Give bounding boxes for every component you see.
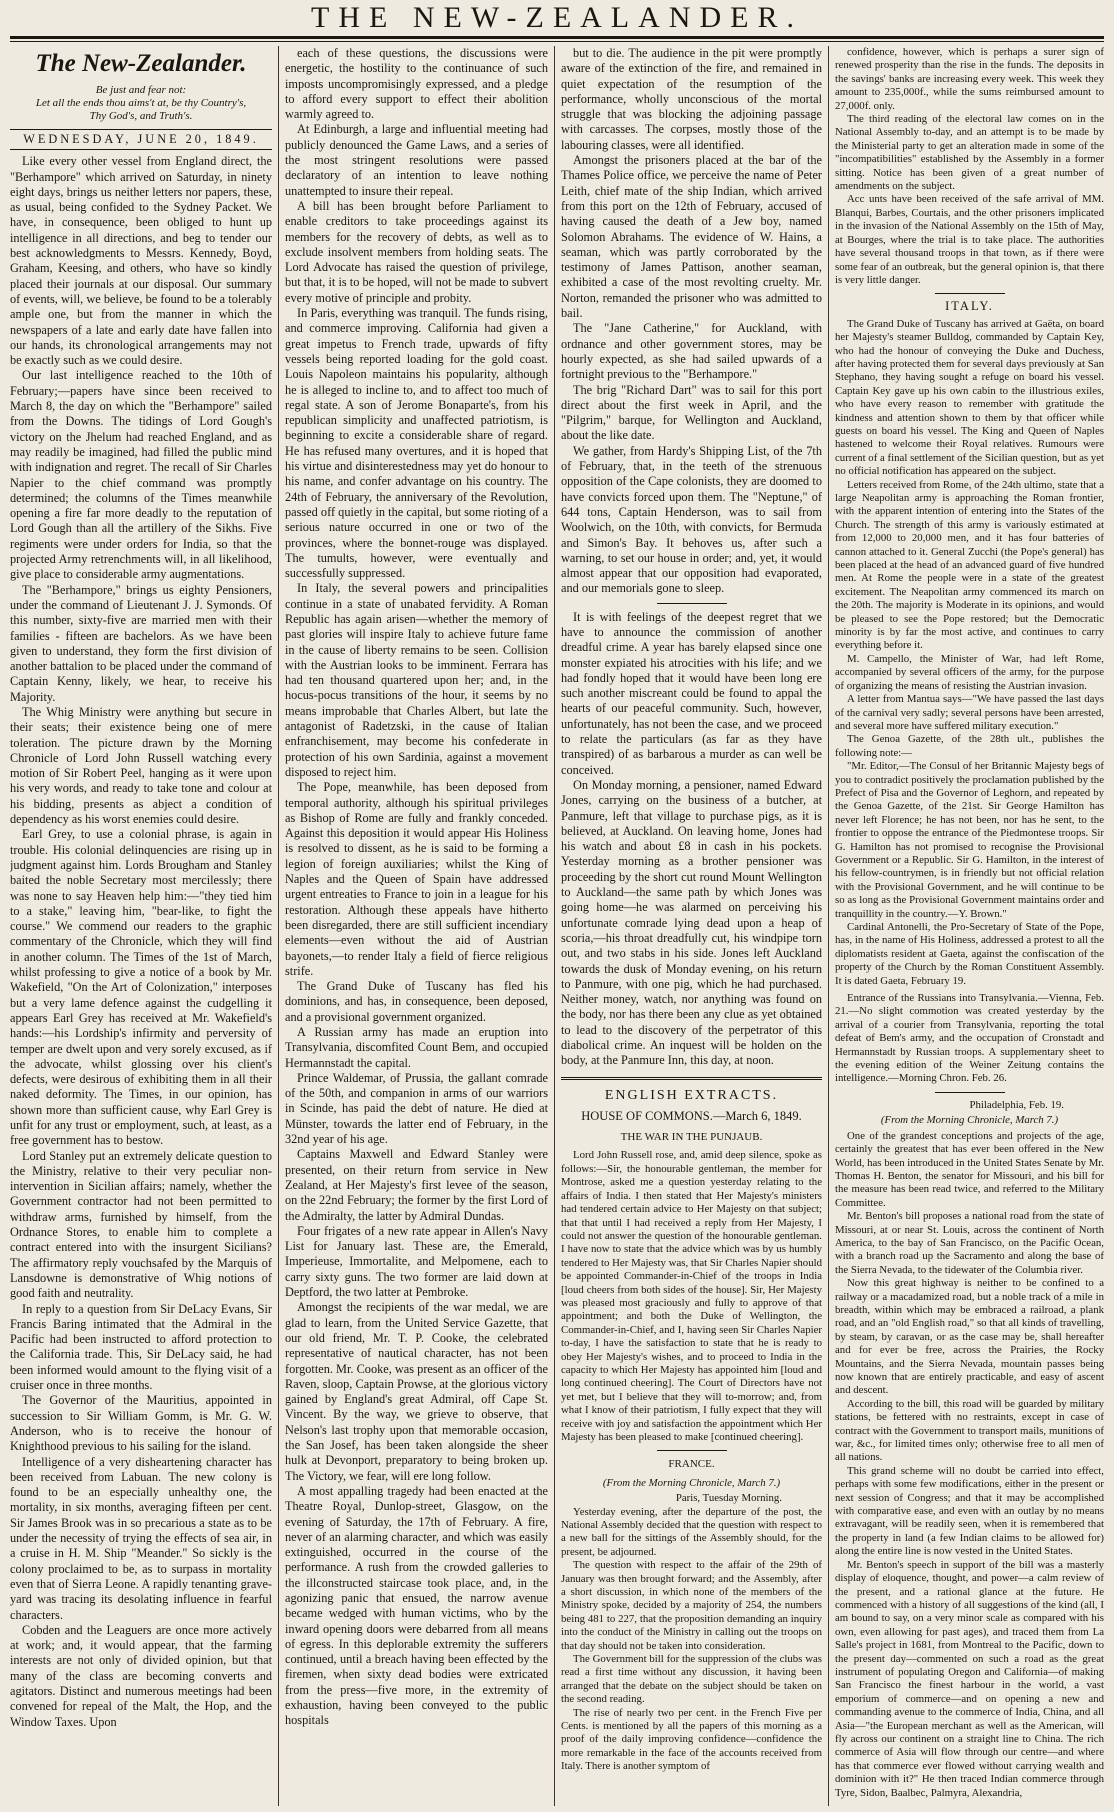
editorial-continued xyxy=(285,46,548,1729)
newspaper-columns xyxy=(10,46,1104,1806)
paragraph: The Governor of the Mauritius, appointed in succession to Sir William Gomm, is Mr. G. W. Anderson, who is to receive the honour of Knighthood previous to his sailing for the island. xyxy=(10,1393,272,1454)
paragraph: Our last intelligence reached to the 10th of February;—papers have since been received to March 8, the day on which the "Berhampore" sailed from the Downs. The tidings of Lord Gough's victory on the Jhelum had reached England, and as may readily be imagined, had filled the public mind with indignation and regret. The recall of Sir Charles Napier to the chief command was promptly determined; the columns of the Times meanwhile opening a fire far more deadly to the reputation of Lord Gough than all the artillery of the Sikhs. Five regiments were under orders for India, so that the projected Army retrenchments will, in all likelihood, give place to considerable army augmentations. xyxy=(10,368,272,582)
column-1 xyxy=(10,46,272,1806)
paragraph: According to the bill, this road will be guarded by military stations, be fettered with no restraints, except in case of contract with the Government to transport mails, munitions of war, &c., for limited times only; otherwise free to all men of all nations. xyxy=(835,1397,1104,1464)
editorial-body xyxy=(10,154,272,1730)
france-continued xyxy=(835,46,1104,287)
paragraph: A letter from Mantua says—"We have passed the last days of the carnival very sadly; several persons have been arrested, and several more have suffered military execution." xyxy=(835,693,1104,732)
paragraph: but to die. The audience in the pit were promptly aware of the extinction of the fire, and remained in quiet expectation of the resumption of the performance, wholly unconscious of the mortal struggle that was blocking the adjoining passage with carcasses. The corpses, mostly those of the labouring classes, were all identified. xyxy=(561,46,822,152)
paragraph: In Paris, everything was tranquil. The funds rising, and commerce improving. California had given a great impetus to French trade, upwards of fifty vessels being reported loading for the gold coast. Louis Napoleon maintains his popularity, although he is alleged to incline to, and to affect too much of regal state. A son of Jerome Bonaparte's, from his republican simplicity and unaffected patriotism, is beginning to excite a considerable share of regard. He has refused many overtures, and it is hoped that his virtue and disinterestedness may yet do honour to his name, and confer advantage on his country. The 24th of February, the anniversary of the Revolution, passed off quietly in the capital, but some rioting of a serious nature occurred in one or two of the provinces, where the bonnet-rouge was displayed. The tumults, however, were eventually and successfully suppressed. xyxy=(285,306,548,581)
war-heading: THE WAR IN THE PUNJAUB. xyxy=(620,1131,763,1144)
column-3 xyxy=(561,46,822,1806)
paragraph: The Whig Ministry were anything but secure in their seats; their existence being one of mere toleration. The picture drawn by the Morning Chronicle of Lord John Russell watching every motion of Sir Robert Peel, hanging as it were upon his very words, and ready to take tone and colour at his bidding, presents as abject a condition of dependency as his worst enemies could desire. xyxy=(10,704,272,827)
paragraph: It is with feelings of the deepest regret that we have to announce the commission of another dreadful crime. A year has barely elapsed since one monster expiated his atrocities with his life; and we had fondly hoped that it would have been long ere such another miscreant could be found to appal the hearts of our peaceful community. Such, however, unfortunately, has not been the case, and we proceed to relate the particulars (as far as they have transpired) of as barbarous a murder as can well be conceived. xyxy=(561,609,822,777)
paragraph: The question with respect to the affair of the 29th of January was then brought forward; and the Assembly, after a short discussion, in which none of the members of the Ministry spoke, decided by a majority of 254, the numbers being 481 to 227, that the proposition demanding an inquiry into the conduct of the Ministry in calling out the troops on that day should not be taken into consideration. xyxy=(561,1559,822,1652)
paragraph: confidence, however, which is perhaps a surer sign of renewed prosperity than the rise in the funds. The deposits in the savings' banks are increasing every week. This week they amount to 235,000f., while the sums reimbursed amount to 27,000f. only. xyxy=(835,46,1104,112)
france-dateline: Paris, Tuesday Morning. xyxy=(675,1492,782,1505)
paragraph: Amongst the recipients of the war medal, we are glad to learn, from the United Service Gazette, that our old friend, Mr. T. P. Cooke, the celebrated representative of nautical character, has not been forgotten. Mr. Cooke, was present as an officer of the Raven, sloop, Captain Prowse, at the glorious victory gained by England's great Admiral, off Cape St. Vincent. By the way, we grieve to observe, that Nelson's last trophy upon that memorable occasion, the San Josef, has been taken alongside the sheer hulk at Devonport, preparatory to being broken up. The Victory, we fear, will ere long follow. xyxy=(285,1300,548,1483)
issue-date: WEDNESDAY, JUNE 20, 1849. xyxy=(10,129,272,150)
italy-text xyxy=(835,318,1104,988)
paragraph: Now this great highway is neither to be confined to a railway or a macadamized road, but a noble track of a mile in breadth, within which may be embraced a railroad, a plank road, and an "old English road," so that all kinds of travelling, by steam, by caravan, or as the case may be, shall hereafter and for ever be free, across the Prairies, the Rocky Mountains, and the Sierra Nevada, mountain passes being now known that are entirely practicable, and easy of ascent and descent. xyxy=(835,1277,1104,1397)
motto: Be just and fear not: Let all the ends thou aims't at, be thy Country's, Thy God's, and Truth's. xyxy=(35,84,247,122)
paper-name: The New-Zealander. xyxy=(35,50,247,77)
section-rule xyxy=(561,1077,822,1080)
philadelphia-byline: (From the Morning Chronicle, March 7.) xyxy=(880,1114,1059,1127)
paragraph: The Genoa Gazette, of the 28th ult., publishes the following note:— xyxy=(835,733,1104,759)
section-rule xyxy=(657,1450,727,1451)
paragraph: A most appalling tragedy had been enacted at the Theatre Royal, Dunlop-street, Glasgow, on the evening of Saturday, the 17th of February. A fire, never of an alarming character, and which was easily extinguished, occurred in the course of the performance. A rush from the crowded galleries to the illconstructed staircase took place, and, in the agonizing panic that ensued, the narrow avenue became wedged with human victims, who by the inward opening doors were debarred from all means of egress. In this deplorable extremity the sufferers continued, until a breach having been effected by the firemen, when sixty dead bodies were extricated from the press—five more, in the extremity of exhaustion, having been conveyed to the public hospitals xyxy=(285,1483,548,1728)
russians-item: Entrance of the Russians into Transylvania.—Vienna, Feb. 21.—No slight commotion was created yesterday by the arrival of a courier from Transylvania, reporting the total defeat of Bem's army, and the occupation of Cronstadt and Hermannstadt by Russian troops. A supplementary sheet to the evening edition of the Weiner Zeitung contains the intelligence.—Morning Chron. Feb. 26. xyxy=(835,992,1104,1085)
paragraph: Mr. Benton's speech in support of the bill was a masterly display of eloquence, thought, and power—a calm review of the present, and a rational glance at the future. He commenced with a history of all suggestions of the kind (all, I am bound to say, on a very minor scale as compared with his own, even allowing for past ages), and traced them from La Salle's project in 1681, from Montreal to the Pacific, down to the present day—commented on such a road as the great instrument of populating Oregon and California—of making San Francisco the finest harbour in the world, a vast emporium of commerce—and on opening a new and commanding avenue to the commerce of India, China, and all Asia—"the European merchant as well as the American, will fly across our continent on a straight line to China. The rich commerce of Asia will flow through our centre—and where has that commerce ever flowed without carrying wealth and dominion with it?" He then traced Indian commerce through Tyre, Sidon, Baalbec, Palmyra, Alexandria, xyxy=(835,1558,1104,1799)
section-rule xyxy=(657,603,727,604)
column-4 xyxy=(835,46,1104,1806)
france-text xyxy=(561,1506,822,1774)
shipping-news xyxy=(561,46,822,597)
paragraph: In Italy, the several powers and principalities continue in a state of unabated fervidity. A Roman Republic has again arisen—whether the memory of past glories will inspire Italy to achieve future fame in the cause of liberty remains to be seen. Collision with the Austrian looks to be imminent. Ferrara has had ten thousand quartered upon her; and, in the hocus-pocus transitions of the hour, it seems by no means improbable that Charles Albert, but late the antagonist of Radetzski, in the cause of Italian enfranchisement, may become his confederate in protection of his own Sardinia, against a movement disposed to reject him. xyxy=(285,581,548,779)
paragraph: Four frigates of a new rate appear in Allen's Navy List for January last. These are, the Emerald, Imperieuse, Immortalite, and Melpomene, each to carry sixty guns. The two former are laid down at Deptford, the two latter at Pembroke. xyxy=(285,1223,548,1300)
paragraph: Yesterday evening, after the departure of the post, the National Assembly decided that the question with respect to a new ball for the sittings of the Assembly should, for the present, be adjourned. xyxy=(561,1505,822,1558)
paragraph: The rise of nearly two per cent. in the French Five per Cents. is mentioned by all the papers of this morning as a proof of the daily improving confidence—confidence the more remarkable in the face of the accounts received from Italy. There is another symptom of xyxy=(561,1706,822,1773)
column-divider xyxy=(828,46,829,1806)
paragraph: Acc unts have been received of the safe arrival of MM. Blanqui, Barbes, Courtais, and the other prisoners implicated in the invasion of the National Assembly on the 15th of May, at Bourges, where the trial is to take place. The authorities have several thousand troops in that town, as if there were some fear of an outbreak, but the general opinion is, that there is very little danger. xyxy=(835,193,1104,286)
paragraph: On Monday morning, a pensioner, named Edward Jones, carrying on the business of a butcher, at Panmure, left that village to purchase pigs, as it is believed, at Auckland. On leaving home, Jones had his watch and about £8 in cash in his pockets. Yesterday morning as a brother pensioner was proceeding by the short cut round Mount Wellington to Auckland—the same path by which Jones was going home—he was alarmed on perceiving his unfortunate comrade lying dead upon a heap of scoria,—his throat dreadfully cut, his windpipe torn out, and two stabs in his side. Jones left Auckland towards the dusk of Monday evening, on his return to Panmure, with one pig, which he had purchased. Neither money, watch, nor anything was found on the body, nor has there been any clue as yet obtained to lead to the discovery of the perpetrator of this diabolical crime. An inquest will be holden on the body, at the Panmure Inn, this day, at noon. xyxy=(561,777,822,1068)
column-divider xyxy=(554,46,555,1806)
paragraph: At Edinburgh, a large and influential meeting had publicly denounced the Game Laws, and a series of the most stringent resolutions were passed declaratory of an intention to leave nothing unattempted to insure their repeal. xyxy=(285,122,548,198)
column-2 xyxy=(285,46,548,1806)
paragraph: Mr. Benton's bill proposes a national road from the state of Missouri, at or near St. Louis, across the continent of North America, to the bay of San Francisco, on the Pacific Ocean, with a branch road up the Sacramento and along the base of the Sierra Nevada, to the tidewater of the Columbia river. xyxy=(835,1210,1104,1276)
paragraph: Letters received from Rome, of the 24th ultimo, state that a large Neapolitan army is approaching the Roman frontier, with the apparent intention of entering into the States of the Church. The strength of this army is variously estimated at from 12,000 to 20,000 men, and it has four batteries of cannon attached to it. General Zucchi (the Pope's general) has been placed at the head of an advanced guard of five hundred men. At Rome the people were in a state of the greatest excitement. The Neapolitan army commenced its march on the 20th. The majority is Moderate in its opinions, and would be pleased to see the Pope restored; but the Democratic minority is by far the most active, and continues to carry everything before it. xyxy=(835,478,1104,652)
paragraph: In reply to a question from Sir DeLacy Evans, Sir Francis Baring intimated that the Admiral in the Pacific had been instructed to afford protection to the California trade. This, Sir DeLacy said, he had been informed would amount to the flying visit of a cruiser once in three months. xyxy=(10,1301,272,1393)
paragraph: M. Campello, the Minister of War, had left Rome, accompanied by several officers of the army, for the purpose of organizing the means of resisting the Austrian invasion. xyxy=(835,652,1104,692)
section-rule xyxy=(935,293,1005,294)
philadelphia-dateline: Philadelphia, Feb. 19. xyxy=(969,1098,1064,1111)
english-extracts-heading: ENGLISH EXTRACTS. xyxy=(604,1087,779,1103)
paragraph: "Mr. Editor,—The Consul of her Britannic Majesty begs of you to contradict positively the proclamation published by the Prefect of Pisa and the Governor of Leghorn, and repeated by the Genoa Gazette, of the 21st. Sir George Hamilton has never left Florence; he has not been, nor has he sent, to the frontier to oppose the entrance of the Piedmontese troops. Sir G. Hamilton has not promised to recognise the Provisional Government or a Republic. Sir G. Hamilton, in the interest of his fellow-countrymen, is in friendly but not official relation with the Provisional Government, and he will continue to be so as long as the Provisional Government maintains order and tranquillity in the country.—Y. Brown." xyxy=(835,760,1104,920)
paragraph: The Pope, meanwhile, has been deposed from temporal authority, although his spiritual privileges as Bishop of Rome are fully and frankly conceded. Against this deposition it would appear His Holiness is resolved to dissent, as he is said to be forming a legion of foreign auxiliaries; whilst the King of Naples and the Queen of Spain have addressed urgent entreaties to France to join in a league for his restoration. Although these appeals have hitherto been disregarded, there are still sufficient incendiary elements—even without the aid of Austrian bayonets,—to render Italy a field of fierce religious strife. xyxy=(285,780,548,978)
paragraph: Cardinal Antonelli, the Pro-Secretary of State of the Pope, has, in the name of His Holiness, addressed a protest to all the diplomatists resident at Gaeta, against the confiscation of the property of the Church by the Roman Constituent Assembly. It is dated Gaeta, February 19. xyxy=(835,921,1104,987)
murder-report xyxy=(561,610,822,1069)
paragraph: Like every other vessel from England direct, the "Berhampore" which arrived on Saturday, in ninety eight days, brings us neither letters nor papers, these, as usual, being confided to the Sydney Packet. We have, in consequence, been obliged to hunt up intelligence in all directions, and beg to tender our best acknowledgments to Messrs. Kennedy, Boyd, Graham, Keesing, and others, who have so kindly placed their journals at our disposal. Our summary of events, will, we believe, be found to be a tolerably ample one, but from the manner in which the newspapers of a late and early date have fallen into our hands, its chronological arrangements may not be exactly such as we could desire. xyxy=(10,154,272,368)
house-of-commons-heading: HOUSE OF COMMONS.—March 6, 1849. xyxy=(581,1108,802,1123)
paragraph: The brig "Richard Dart" was to sail for this port direct about the first week in April, and the "Pilgrim," barque, for Wellington and Auckland, about the like date. xyxy=(561,382,822,443)
paragraph: Earl Grey, to use a colonial phrase, is again in trouble. His colonial delinquencies are rising up in judgment against him. Lords Brougham and Stanley baited the noble Secretary most mercilessly; there was none to say Heaven help him:—"they tied him to a stake," leaving him, "bear-like, to fight the course." We commend our readers to the graphic commentary of the Chronicle, which they will find in another column. The Times of the 1st of March, whilst professing to give a notice of a book by Mr. Wakefield, "On the Art of Colonization," interposes but a very lame defence against the cudgelling it appears Earl Grey has received at Mr. Wakefield's hands:—his Lordship's infirmity and perversity of temper are dwelt upon and very sorely excused, as if the advocate, whilst glossing over his client's defects, were desirous of exhibiting them in all their naked deformity. The Times, in our opinion, has shown more than sufficient cause, why Earl Grey is unfit for any trust or employment, such, at least, as a free government has to bestow. xyxy=(10,827,272,1148)
france-heading: FRANCE. xyxy=(668,1458,715,1471)
philadelphia-text xyxy=(835,1130,1104,1800)
france-byline: (From the Morning Chronicle, March 7.) xyxy=(602,1476,781,1489)
paragraph: The Government bill for the suppression of the clubs was read a first time without any discussion, it having been arranged that the debate on the subject should be taken on the second reading. xyxy=(561,1653,822,1706)
paragraph: The Grand Duke of Tuscany has fled his dominions, and has, in consequence, been deposed, and a provisional government organized. xyxy=(285,979,548,1024)
italy-heading: ITALY. xyxy=(945,299,994,314)
war-text: Lord John Russell rose, and, amid deep silence, spoke as follows:—Sir, the honourable gentleman, the member for Montrose, asked me a question yesterday relating to the affairs of India. I then stated that Her Majesty's ministers had tendered certain advice to Her Majesty on that subject; that that until I had received a reply from Her Majesty, I could not answer the question of the honourable gentleman. I have now to state that the advice which was by us humbly tendered to Her Majesty was, that Sir Charles Napier should be appointed Commander-in-Chief of the troops in India [loud cheers from both sides of the house]. Sir, Her Majesty was pleased most graciously and fully to approve of that appointment; and both the Duke of Wellington, the Commander-in-Chief, and I, having seen Sir Charles Napier to-day, I have the satisfaction to state that he is ready to obey Her Majesty's wishes, and to proceed to India in the capacity to which Her Majesty has appointed him [loud and long continued cheering]. The Court of Directors have not yet met, but I believe that they will to-morrow; and, from what I know of their patriotism, I fully expect that they will receive with joy and satisfaction the appointment which Her Majesty has been pleased to make [continued cheering]. xyxy=(561,1149,822,1444)
paragraph: We gather, from Hardy's Shipping List, of the 7th of February, that, in the teeth of the strenuous opposition of the Cape colonists, they are doomed to have convicts forced upon them. The "Neptune," of 644 tons, Captain Henderson, was to sail from Woolwich, on the 10th, with convicts, for Bermuda and Simon's Bay. It behoves us, after such a warning, to set our house in order; and, yet, it would almost appear that our opposition had evaporated, and our memorials gone to sleep. xyxy=(561,443,822,596)
paragraph: A bill has been brought before Parliament to enable creditors to take proceedings against its members for the recovery of debts, as well as to exclude insolvent members from holding seats. The Lord Advocate has raised the question of privilege, but that, it is to be hoped, will not be made to subvert every motive of principle and probity. xyxy=(285,198,548,305)
paragraph: One of the grandest conceptions and projects of the age, certainly the greatest that has ever been offered in the New World, has been introduced in the United States Senate by Mr. Thomas H. Benton, the senator for Missouri, and his bill for the measure has been read twice, and referred to the Military Committee. xyxy=(835,1129,1104,1209)
paragraph: Lord Stanley put an extremely delicate question to the Ministry, relative to their very peculiar non-intervention in Sicilian affairs; namely, whether the Government contractor had not been permitted to withdraw arms, furnished by himself, from the Ordnance Stores, to enable him to complete a contract entered into with the insurgent Sicilians? The affirmatory reply vouchsafed by the Marquis of Lansdowne is demonstrative of Whig notions of good faith and neutrality. xyxy=(10,1148,272,1301)
column-divider xyxy=(278,46,279,1806)
paragraph: Intelligence of a very disheartening character has been received from Labuan. The new colony is found to be an especially unhealthy one, the mortality, in six months, averaging fifteen per cent. Sir James Brook was in so precarious a state as to be under the necessity of trying the effects of sea air, in a cruise in H. M. Ship "Meander." So sickly is the colony proclaimed to be, as to surpass in mortality even that of Sierra Leone. A rapidly tenanting grave-yard was tracing its desolating influence in fearful characters. xyxy=(10,1454,272,1622)
paragraph: A Russian army has made an eruption into Transylvania, discomfited Count Bem, and occupied Hermannstadt the capital. xyxy=(285,1025,548,1070)
masthead-rule xyxy=(10,36,1104,39)
section-rule xyxy=(935,1092,1005,1093)
paragraph: Captains Maxwell and Edward Stanley were presented, on their return from service in New Zealand, at Her Majesty's first levee of the season, on the 22nd February; the former by the first Lord of the Admiralty, the latter by Admiral Dundas. xyxy=(285,1147,548,1223)
paragraph: Amongst the prisoners placed at the bar of the Thames Police office, we perceive the name of Peter Leith, chief mate of the ship Indian, which arrived from this port on the 12th of February, accused of having caused the death of a Jew boy, named Solomon Abrahams. The evidence of W. Hains, a seaman, which was partly corroborated by the testimony of James Pattison, another seaman, exhibited a case of the most revolting cruelty. Mr. Norton, remanded the prisoner who was admitted to bail. xyxy=(561,153,822,321)
paragraph: The third reading of the electoral law comes on in the National Assembly to-day, and an attempt is to be made by the Ministerial party to get an alteration made in some of the "incompatibilities" established by the Assembly in a former sitting. Notice has been given of a great number of amendments on the subject. xyxy=(835,113,1104,193)
paragraph: The "Berhampore," brings us eighty Pensioners, under the command of Lieutenant J. J. Symonds. Of this number, sixty-five are married men with their families - fifteen are bachelors. As we have been given to understand, they form the first division of another battalion to be placed under the command of Captain Kenny, likely, we hear, to receive his Majority. xyxy=(10,582,272,704)
paragraph: Cobden and the Leaguers are once more actively at work; and, it would appear, that the farming interests are not only of divided opinion, but that many of the class are becoming converts and agitators. Distinct and numerous meetings had been convened for repeal of the Malt, the Hop, and the Window Taxes. Upon xyxy=(10,1622,272,1729)
paragraph: The "Jane Catherine," for Auckland, with ordnance and other government stores, may be hourly expected, as she had sailed upwards of a fortnight previous to the "Berhampore." xyxy=(561,321,822,382)
paragraph: The Grand Duke of Tuscany has arrived at Gaëta, on board her Majesty's steamer Bulldog, commanded by Captain Key, who had the honour of conveying the Duke and Duchess, after having protected them for several days previously at San Stephano, they having sought a refuge on board his vessel. Captain Key gave up his own cabin to the illustrious exiles, who have every reason to remember with gratitude the kindness and attention shown to them by that officer while guests on board his vessel. The King and Queen of Naples hastened to welcome their Royal relatives. Rumours were current of a final settlement of the Sicilian question, but as yet no official notification has appeared on the subject. xyxy=(835,317,1104,478)
paragraph: Prince Waldemar, of Prussia, the gallant comrade of the 50th, and companion in arms of our warriors in Scinde, has paid the debt of nature. He died at Münster, towards the latter end of February, in the 32nd year of his age. xyxy=(285,1070,548,1147)
masthead-rule-thin xyxy=(10,41,1104,42)
paragraph: each of these questions, the discussions were energetic, the hostility to the continuance of such imposts uncompromisingly expressed, and a pledge to afford every support to effect their abolition warmly agreed to. xyxy=(285,46,548,122)
paragraph: This grand scheme will no doubt be carried into effect, perhaps with some few modifications, either in the present or next session of Congress; and that it may be accomplished with comparative ease, and even with an outlay by no means extravagant, will be readily seen, when it is remembered that the property in land (a few Indian claims to be allowed for) along the entire line is now vested in the United States. xyxy=(835,1464,1104,1558)
masthead: THE NEW-ZEALANDER. xyxy=(311,1,803,34)
